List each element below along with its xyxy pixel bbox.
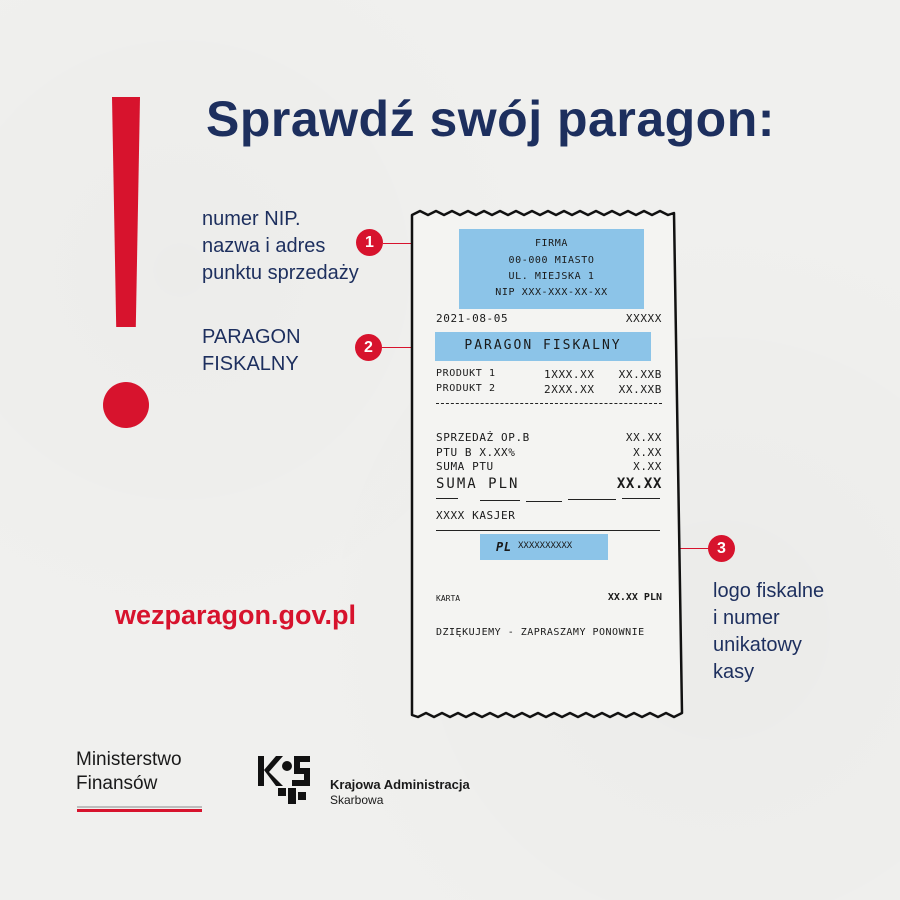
badge-3: 3 (708, 535, 735, 562)
total-3-label: SUMA PTU (436, 460, 494, 473)
thanks-line: DZIĘKUJEMY - ZAPRASZAMY PONOWNIE (436, 627, 645, 638)
product-2-price: XX.XXB (618, 383, 662, 396)
cashier-rule (436, 530, 660, 531)
total-1-label: SPRZEDAŻ OP.B (436, 431, 530, 444)
card-value: XX.XX PLN (607, 592, 662, 603)
fiscal-pl-logo-icon: PL (496, 540, 512, 554)
fiscal-code: XXXXXXXXXX (518, 541, 573, 551)
fiscal-title: PARAGON FISKALNY (464, 338, 622, 353)
total-1-value: XX.XX (625, 431, 662, 444)
sum-underline-2 (480, 500, 520, 501)
product-1-qty: 1XXX.XX (544, 368, 595, 381)
label-nip: numer NIP. nazwa i adres punktu sprzedaży (202, 208, 359, 284)
total-2-label: PTU B X.XX% (436, 446, 516, 459)
receipt-number: XXXXX (625, 312, 662, 325)
firm-name: FIRMA (534, 238, 569, 249)
ministry-name: Ministerstwo Finansów (76, 749, 182, 794)
product-2-qty: 2XXX.XX (544, 383, 595, 396)
sum-underline-4 (568, 499, 616, 500)
receipt-date: 2021-08-05 (436, 312, 509, 325)
product-1-name: PRODUKT 1 (436, 368, 496, 379)
firm-nip: NIP XXX-XXX-XX-XX (495, 287, 608, 298)
receipt (408, 205, 686, 725)
exclamation-bar (112, 97, 140, 327)
total-3-value: X.XX (633, 460, 662, 473)
sum-underline-1 (436, 498, 458, 499)
kas-logo-icon (256, 752, 322, 804)
sum-value: XX.XX (616, 476, 662, 492)
badge-1: 1 (356, 229, 383, 256)
label-paragon-fiskalny: PARAGON FISKALNY (202, 326, 301, 375)
ministry-stripe-white (77, 806, 202, 808)
label-logo-fiskalne: logo fiskalne i numer unikatowy kasy (713, 580, 825, 683)
product-1-price: XX.XXB (618, 368, 662, 381)
firm-city: 00-000 MIASTO (508, 255, 595, 266)
sum-label: SUMA PLN (436, 476, 520, 492)
firm-street: UL. MIEJSKA 1 (508, 271, 595, 282)
sum-underline-5 (622, 498, 660, 499)
total-2-value: X.XX (633, 446, 662, 459)
dashed-separator (436, 403, 662, 404)
kas-name-line1: Krajowa Administracja (330, 777, 470, 792)
sum-underline-3 (526, 501, 562, 502)
ministry-stripe-red (77, 809, 202, 812)
headline: Sprawdź swój paragon: (206, 91, 775, 147)
badge-2: 2 (355, 334, 382, 361)
kas-name-line2: Skarbowa (330, 793, 384, 807)
website-link[interactable]: wezparagon.gov.pl (115, 600, 357, 630)
card-label: KARTA (436, 594, 461, 603)
product-2-name: PRODUKT 2 (436, 383, 496, 394)
exclamation-dot (103, 382, 149, 428)
cashier: XXXX KASJER (436, 509, 516, 522)
